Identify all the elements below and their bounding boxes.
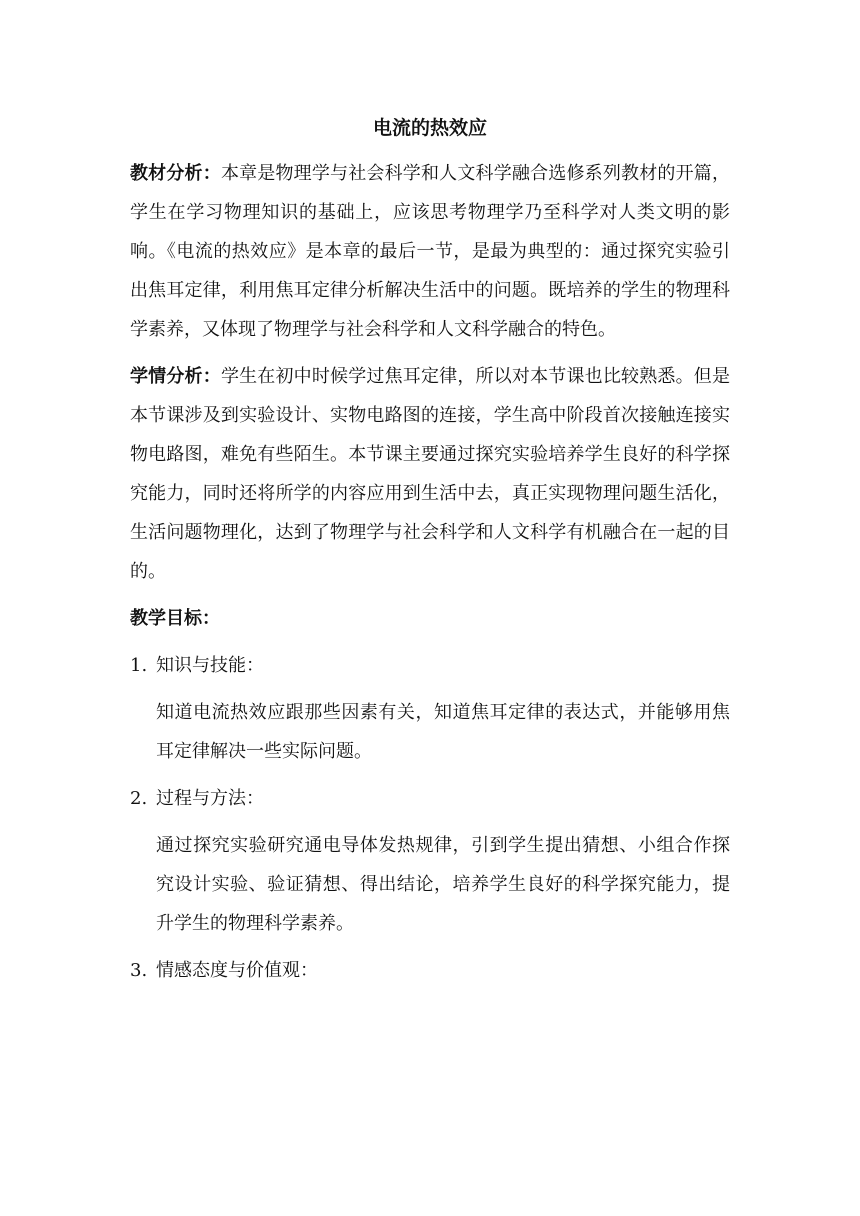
objective-number: 2. bbox=[130, 788, 148, 809]
textbook-analysis-label: 教材分析： bbox=[130, 163, 221, 184]
objective-title: 知识与技能： bbox=[156, 655, 264, 676]
objective-number: 3. bbox=[130, 960, 148, 981]
objective-title: 情感态度与价值观： bbox=[156, 960, 318, 981]
objective-item-1 bbox=[130, 646, 730, 685]
textbook-analysis-text: 本章是物理学与社会科学和人文科学融合选修系列教材的开篇，学生在学习物理知识的基础上，应该思考物理学乃至科学对人类文明的影响。《电流的热效应》是本章的最后一节，是最为典型的：通过探究实验引出焦耳定律，利用焦耳定律分析解决生活中的问题。既培养的学生的物理科学素养，又体现了物理学与社会科学和人文科学融合的特色。 bbox=[130, 163, 730, 340]
student-analysis-text: 学生在初中时候学过焦耳定律，所以对本节课也比较熟悉。但是本节课涉及到实验设计、实物电路图的连接，学生高中阶段首次接触连接实物电路图，难免有些陌生。本节课主要通过探究实验培养学生良好的科学探究能力，同时还将所学的内容应用到生活中去，真正实现物理问题生活化，生活问题物理化，达到了物理学与社会科学和人文科学有机融合在一起的目的。 bbox=[130, 366, 730, 582]
objective-body-1: 知道电流热效应跟那些因素有关，知道焦耳定律的表达式，并能够用焦耳定律解决一些实际问题。 bbox=[156, 702, 730, 762]
document-page bbox=[130, 112, 730, 990]
objectives-heading: 教学目标： bbox=[130, 608, 220, 629]
objective-title: 过程与方法： bbox=[156, 788, 264, 809]
objective-body-2: 通过探究实验研究通电导体发热规律，引到学生提出猜想、小组合作探究设计实验、验证猜想、得出结论，培养学生良好的科学探究能力，提升学生的物理科学素养。 bbox=[156, 835, 730, 934]
textbook-analysis-paragraph bbox=[130, 154, 730, 349]
document-title: 电流的热效应 bbox=[372, 117, 487, 139]
student-analysis-label: 学情分析： bbox=[130, 366, 221, 387]
student-analysis-paragraph bbox=[130, 357, 730, 591]
objective-item-2 bbox=[130, 779, 730, 818]
objective-number: 1. bbox=[130, 655, 148, 676]
objective-item-3 bbox=[130, 951, 730, 990]
